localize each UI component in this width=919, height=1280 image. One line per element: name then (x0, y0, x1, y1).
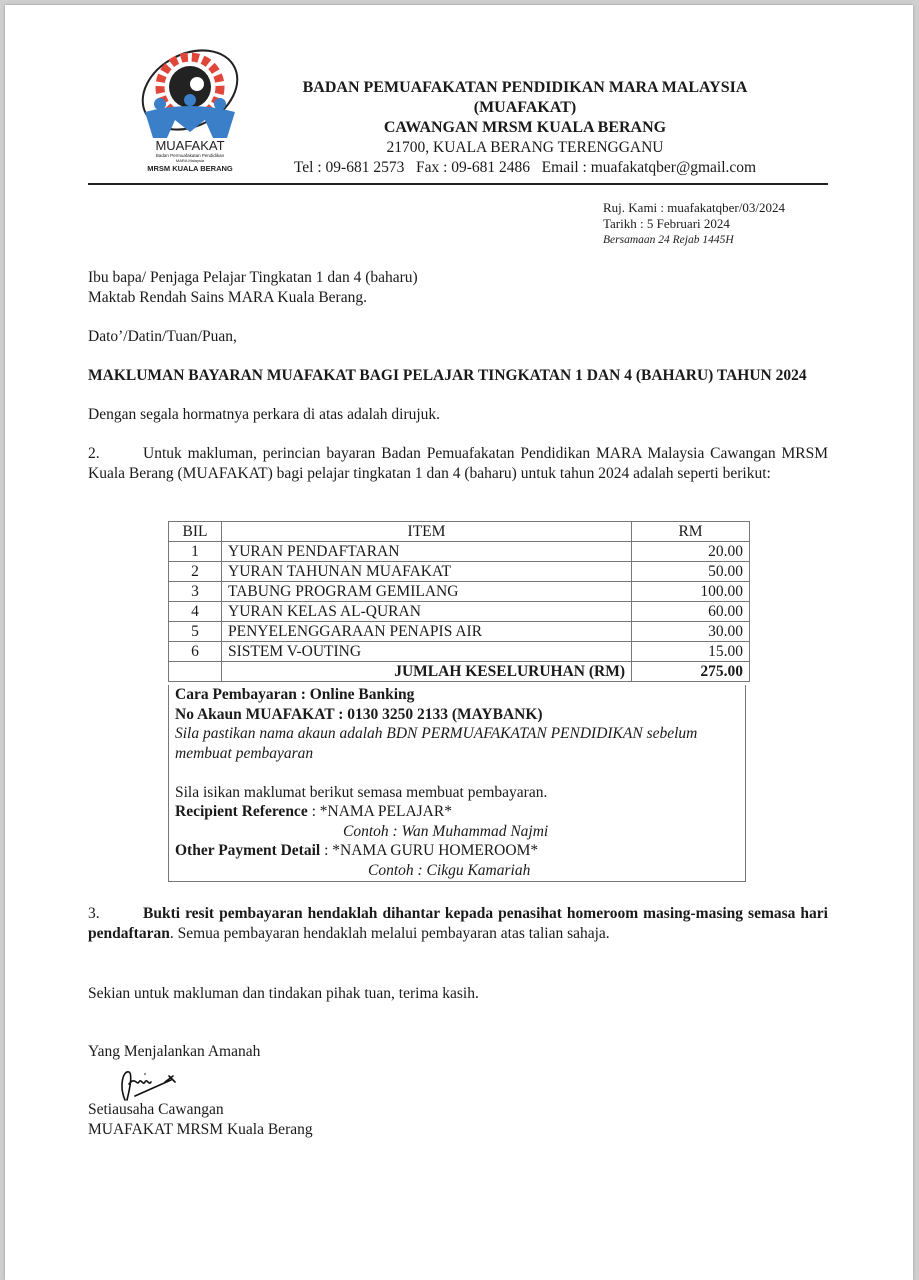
table-row (169, 642, 750, 662)
contact-line: Tel : 09-681 2573 Fax : 09-681 2486 Email : muafakatqber@gmail.com (293, 159, 757, 176)
account-name-note: Sila pastikan nama akaun adalah BDN PERMUAFAKATAN PENDIDIKAN sebelum membuat pembayaran (175, 725, 698, 762)
table-row (169, 602, 750, 622)
letterhead (250, 78, 800, 178)
row-amount: 60.00 (632, 602, 750, 622)
row-amount: 50.00 (632, 562, 750, 582)
org-name: BADAN PEMUAFAKATAN PENDIDIKAN MARA MALAYSIA (MUAFAKAT) (302, 79, 748, 116)
address: 21700, KUALA BERANG TERENGGANU (386, 139, 664, 156)
paragraph-number: 2. (88, 445, 100, 462)
recipient-reference-example: Contoh : Wan Muhammad Najmi (343, 822, 549, 840)
bank-account: No Akaun MUAFAKAT : 0130 3250 2133 (MAYBANK) (175, 705, 543, 723)
row-bil: 2 (169, 562, 222, 582)
other-payment-detail-label: Other Payment Detail (175, 842, 321, 859)
row-item: YURAN PENDAFTARAN (222, 542, 632, 562)
subject-title: MAKLUMAN BAYARAN MUAFAKAT BAGI PELAJAR TINGKATAN 1 DAN 4 (BAHARU) TAHUN 2024 (88, 367, 807, 384)
paragraph-text: Untuk makluman, perincian bayaran Badan Pemuafakatan Pendidikan MARA Malaysia Cawangan MRSM Kuala Berang (MUAFAKAT) bagi pelajar tingkatan 1 dan 4 (baharu) untuk tahun 2024 adalah seperti berikut: (88, 445, 828, 482)
row-amount: 100.00 (632, 582, 750, 602)
salutation: Dato’/Datin/Tuan/Puan, (88, 328, 237, 345)
row-amount: 20.00 (632, 542, 750, 562)
signatory-organization: MUAFAKAT MRSM Kuala Berang (88, 1121, 313, 1138)
signatory-block (88, 1100, 828, 1140)
muafakat-logo-icon (135, 42, 245, 177)
other-payment-detail (175, 841, 745, 861)
row-bil: 6 (169, 642, 222, 662)
recipient-block (88, 268, 828, 308)
svg-text:MRSM KUALA BERANG: MRSM KUALA BERANG (147, 164, 233, 173)
svg-text:MARA Malaysia: MARA Malaysia (175, 158, 205, 163)
row-amount: 30.00 (632, 622, 750, 642)
header-bil: BIL (169, 522, 222, 542)
row-amount: 15.00 (632, 642, 750, 662)
closing-line: Sekian untuk makluman dan tindakan pihak tuan, terima kasih. (88, 985, 479, 1002)
recipient-line: Maktab Rendah Sains MARA Kuala Berang. (88, 289, 367, 306)
signoff-line: Yang Menjalankan Amanah (88, 1043, 261, 1060)
header-item: ITEM (222, 522, 632, 542)
other-payment-detail-example: Contoh : Cikgu Kamariah (368, 861, 531, 879)
svg-text:MUAFAKAT: MUAFAKAT (155, 138, 225, 153)
table-header-row (169, 522, 750, 542)
payment-info-box (168, 685, 746, 882)
fee-table (168, 521, 750, 682)
row-item: YURAN TAHUNAN MUAFAKAT (222, 562, 632, 582)
branch-name: CAWANGAN MRSM KUALA BERANG (383, 119, 667, 136)
letter-date: Tarikh : 5 Februari 2024 (603, 216, 730, 231)
table-row (169, 542, 750, 562)
header-divider (88, 183, 828, 185)
recipient-reference-value: : *NAMA PELAJAR* (307, 803, 452, 820)
paragraph-3 (88, 904, 828, 944)
total-empty-cell (169, 662, 222, 682)
paragraph-text: . Semua pembayaran hendaklah melalui pembayaran atas talian sahaja. (169, 925, 610, 942)
paragraph-number: 3. (88, 905, 100, 922)
recipient-reference-label: Recipient Reference (175, 803, 308, 820)
paragraph-2 (88, 444, 828, 484)
svg-text:Badan Permuafakatan Pendidikan: Badan Permuafakatan Pendidikan (155, 153, 225, 158)
paragraph-1: Dengan segala hormatnya perkara di atas adalah dirujuk. (88, 406, 441, 423)
payment-instruction: Sila isikan maklumat berikut semasa membuat pembayaran. (175, 783, 548, 801)
signatory-title: Setiausaha Cawangan (88, 1101, 224, 1118)
recipient-line: Ibu bapa/ Penjaga Pelajar Tingkatan 1 dan 4 (baharu) (88, 269, 418, 286)
header-rm: RM (632, 522, 750, 542)
row-bil: 1 (169, 542, 222, 562)
table-row (169, 622, 750, 642)
row-bil: 5 (169, 622, 222, 642)
table-row (169, 582, 750, 602)
total-label: JUMLAH KESELURUHAN (RM) (222, 662, 632, 682)
row-item: TABUNG PROGRAM GEMILANG (222, 582, 632, 602)
other-payment-detail-value: : *NAMA GURU HOMEROOM* (320, 842, 539, 859)
reference-block (603, 200, 785, 248)
table-row (169, 562, 750, 582)
recipient-reference (175, 802, 745, 822)
row-item: PENYELENGGARAAN PENAPIS AIR (222, 622, 632, 642)
payment-method: Cara Pembayaran : Online Banking (175, 686, 415, 703)
total-row (169, 662, 750, 682)
row-item: YURAN KELAS AL-QURAN (222, 602, 632, 622)
paragraph-bold-text: Bukti resit pembayaran hendaklah dihantar kepada penasihat homeroom masing-masing semasa hari pendaftaran (88, 905, 828, 942)
row-bil: 4 (169, 602, 222, 622)
reference-number: Ruj. Kami : muafakatqber/03/2024 (603, 200, 785, 215)
row-item: SISTEM V-OUTING (222, 642, 632, 662)
row-bil: 3 (169, 582, 222, 602)
hijri-date: Bersamaan 24 Rejab 1445H (603, 234, 734, 246)
total-amount: 275.00 (632, 662, 750, 682)
